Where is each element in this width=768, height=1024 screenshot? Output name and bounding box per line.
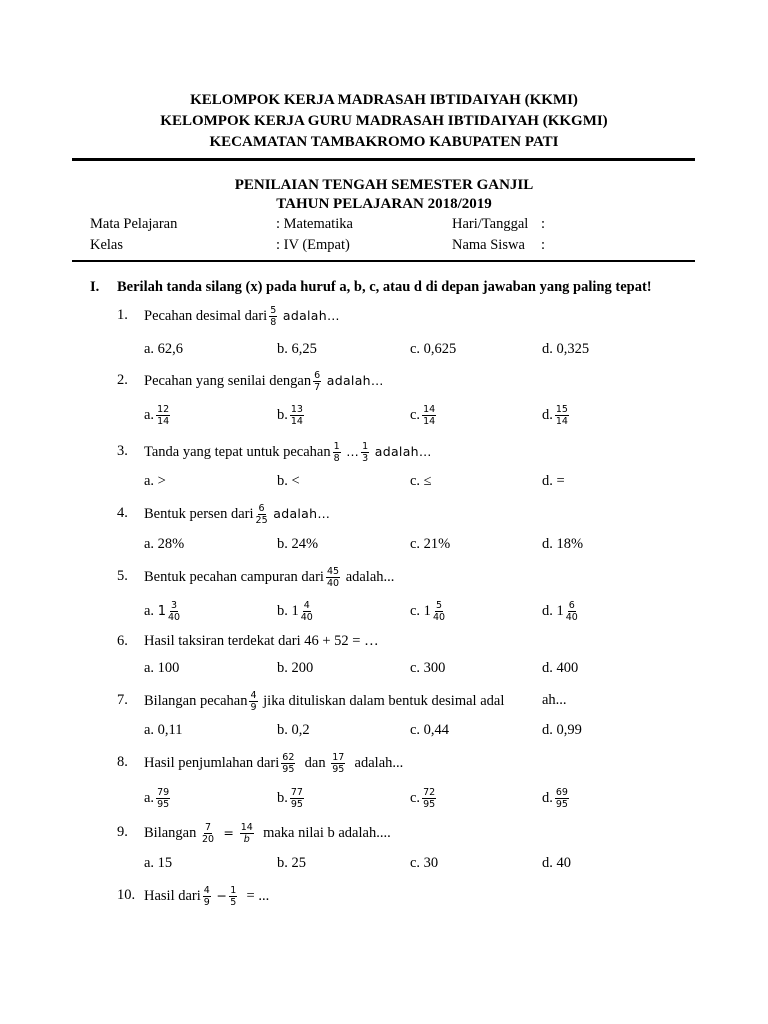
q4-number: 4. [117, 505, 128, 521]
q1-option-b[interactable]: b. 6,25 [277, 341, 317, 357]
q7-text-tail: ah... [542, 692, 567, 708]
q6-option-d[interactable]: d. 400 [542, 660, 579, 676]
q2-number: 2. [117, 372, 128, 388]
q8-number: 8. [117, 754, 128, 770]
q10-fraction-1: $\frac{4}{9}$ [203, 884, 210, 909]
q3-text: Tanda yang tepat untuk pecahan $\frac{1}{8}$ … $\frac{1}{3}$ adalah… [144, 440, 432, 465]
q4-fraction: $\frac{6}{25}$ [255, 502, 268, 527]
q9-option-b[interactable]: b. 25 [277, 855, 306, 871]
q8-text: Hasil penjumlahan dari $\frac{62}{95}$ dan $\frac{17}{95}$ adalah... [144, 751, 404, 776]
q2-option-c[interactable]: c. $\frac{14}{14}$ [410, 403, 436, 428]
q2-option-b[interactable]: b. $\frac{13}{14}$ [277, 403, 303, 428]
q6-option-b[interactable]: b. 200 [277, 660, 314, 676]
q5-text: Bentuk pecahan campuran dari $\frac{45}{40}$ adalah... [144, 565, 395, 590]
q2-option-d[interactable]: d. $\frac{15}{14}$ [542, 403, 568, 428]
q3-fraction-2: $\frac{1}{3}$ [362, 440, 369, 465]
q8-fraction-1: $\frac{62}{95}$ [282, 751, 295, 776]
q9-option-d[interactable]: d. 40 [542, 855, 571, 871]
q8-option-d[interactable]: d. $\frac{69}{95}$ [542, 786, 568, 811]
subject-label: Mata Pelajaran [90, 216, 178, 232]
q7-number: 7. [117, 692, 128, 708]
day-value: : [541, 216, 546, 232]
day-label: Hari/Tanggal [452, 216, 529, 232]
q3-number: 3. [117, 443, 128, 459]
q7-fraction: $\frac{4}{9}$ [250, 689, 257, 714]
q10-fraction-2: $\frac{1}{5}$ [230, 884, 237, 909]
q4-option-b[interactable]: b. 24% [277, 536, 319, 552]
q3-option-a[interactable]: a. > [144, 473, 166, 489]
q6-number: 6. [117, 633, 128, 649]
q6-option-a[interactable]: a. 100 [144, 660, 180, 676]
subject-value: : Matematika [276, 216, 353, 232]
q7-text: Bilangan pecahan $\frac{4}{9}$ jika dituliskan dalam bentuk desimal adal [144, 689, 505, 714]
q5-option-b[interactable]: b. 1 $\frac{4}{40}$ [277, 599, 313, 624]
q8-option-a[interactable]: a. $\frac{79}{95}$ [144, 786, 170, 811]
header-line-2: KELOMPOK KERJA GURU MADRASAH IBTIDAIYAH (KKGMI) [160, 113, 608, 129]
q4-text: Bentuk persen dari $\frac{6}{25}$ adalah… [144, 502, 331, 527]
q9-text: Bilangan $\frac{7}{20}$ = $\frac{14}{b}$ maka nilai b adalah.... [144, 821, 391, 846]
q6-text: Hasil taksiran terdekat dari 46 + 52 = … [144, 633, 379, 649]
q5-option-c[interactable]: c. 1 $\frac{5}{40}$ [410, 599, 446, 624]
section-number: I. [90, 279, 100, 295]
q7-option-a[interactable]: a. 0,11 [144, 722, 183, 738]
q5-fraction: $\frac{45}{40}$ [326, 565, 340, 590]
q8-option-b[interactable]: b. $\frac{77}{95}$ [277, 786, 303, 811]
info-divider [72, 260, 695, 262]
class-value: : IV (Empat) [276, 237, 350, 253]
q4-option-c[interactable]: c. 21% [410, 536, 451, 552]
q6-option-c[interactable]: c. 300 [410, 660, 446, 676]
q1-fraction: $\frac{5}{8}$ [270, 304, 277, 329]
q8-option-c[interactable]: c. $\frac{72}{95}$ [410, 786, 436, 811]
q7-option-b[interactable]: b. 0,2 [277, 722, 310, 738]
q9-option-a[interactable]: a. 15 [144, 855, 173, 871]
q10-text: Hasil dari $\frac{4}{9}$ − $\frac{1}{5}$ = ... [144, 884, 270, 909]
section-instruction: Berilah tanda silang (x) pada huruf a, b, c, atau d di depan jawaban yang paling tepat! [117, 279, 652, 295]
q9-option-c[interactable]: c. 30 [410, 855, 439, 871]
q3-option-c[interactable]: c. ≤ [410, 473, 432, 489]
q5-number: 5. [117, 568, 128, 584]
exam-title: PENILAIAN TENGAH SEMESTER GANJIL [234, 177, 534, 193]
header-line-3: KECAMATAN TAMBAKROMO KABUPATEN PATI [209, 134, 559, 150]
q7-option-d[interactable]: d. 0,99 [542, 722, 582, 738]
name-label: Nama Siswa [452, 237, 525, 253]
exam-year: TAHUN PELAJARAN 2018/2019 [276, 196, 492, 212]
q5-option-d[interactable]: d. 1 $\frac{6}{40}$ [542, 599, 578, 624]
q9-number: 9. [117, 824, 128, 840]
q9-fraction-2: $\frac{14}{b}$ [240, 821, 253, 846]
q2-text: Pecahan yang senilai dengan $\frac{6}{7}$ adalah… [144, 369, 384, 394]
q4-option-a[interactable]: a. 28% [144, 536, 185, 552]
q2-fraction: $\frac{6}{7}$ [314, 369, 321, 394]
header-line-1: KELOMPOK KERJA MADRASAH IBTIDAIYAH (KKMI) [190, 92, 578, 108]
q5-option-a[interactable]: a. 1 $\frac{3}{40}$ [144, 599, 181, 624]
q10-number: 10. [117, 887, 136, 903]
q1-option-c[interactable]: c. 0,625 [410, 341, 457, 357]
q1-number: 1. [117, 307, 128, 323]
q3-option-b[interactable]: b. < [277, 473, 300, 489]
q1-option-d[interactable]: d. 0,325 [542, 341, 590, 357]
q9-fraction-1: $\frac{7}{20}$ [201, 821, 215, 846]
q1-option-a[interactable]: a. 62,6 [144, 341, 184, 357]
name-value: : [541, 237, 546, 253]
header-divider [72, 158, 695, 161]
q3-option-d[interactable]: d. = [542, 473, 565, 489]
q2-option-a[interactable]: a. $\frac{12}{14}$ [144, 403, 170, 428]
q8-fraction-2: $\frac{17}{95}$ [332, 751, 345, 776]
q7-option-c[interactable]: c. 0,44 [410, 722, 450, 738]
q4-option-d[interactable]: d. 18% [542, 536, 584, 552]
q1-text: Pecahan desimal dari $\frac{5}{8}$ adalah… [144, 304, 340, 329]
class-label: Kelas [90, 237, 124, 253]
q3-fraction-1: $\frac{1}{8}$ [333, 440, 340, 465]
